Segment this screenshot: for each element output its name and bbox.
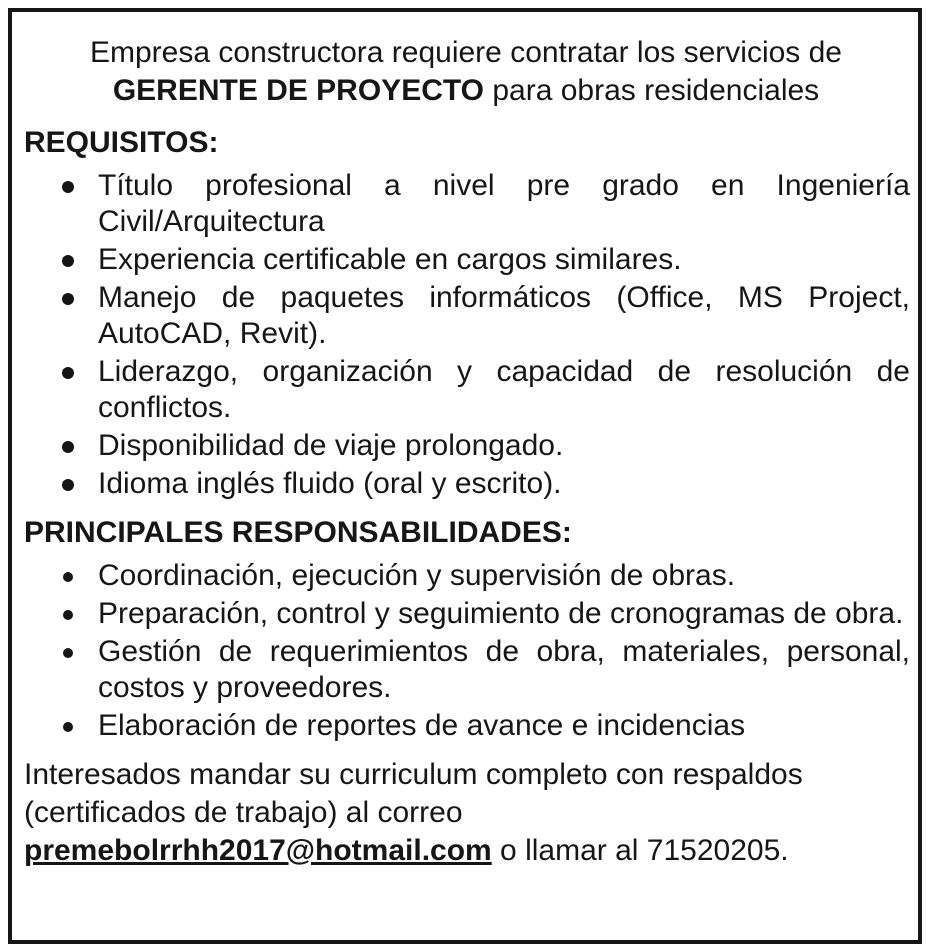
- responsibilities-list: [22, 558, 910, 744]
- contact-paragraph: [24, 756, 910, 870]
- list-item-text: Elaboración de reportes de avance e incidencias: [98, 709, 746, 742]
- list-item: [22, 634, 910, 706]
- bullet-icon: [62, 255, 74, 267]
- list-item: [22, 466, 910, 502]
- bullet-icon: [63, 648, 73, 658]
- list-item: [22, 708, 910, 744]
- bullet-icon: [62, 181, 74, 193]
- list-item: [22, 596, 910, 632]
- bullet-icon: [62, 479, 74, 491]
- responsibilities-heading: PRINCIPALES RESPONSABILIDADES:: [24, 516, 572, 549]
- list-item-text: Manejo de paquetes informáticos (Office, MS Project, AutoCAD, Revit).: [98, 281, 910, 350]
- list-item-text: Preparación, control y seguimiento de cronogramas de obra.: [98, 597, 904, 630]
- list-item: [22, 354, 910, 426]
- phone-text: o llamar al 71520205.: [491, 834, 789, 867]
- list-item-text: Gestión de requerimientos de obra, materiales, personal, costos y proveedores.: [98, 635, 910, 704]
- intro-paragraph: [22, 34, 910, 110]
- requirements-list: [22, 168, 910, 502]
- list-item-text: Coordinación, ejecución y supervisión de obras.: [98, 559, 736, 592]
- job-ad-frame: [8, 8, 922, 944]
- list-item-text: Título profesional a nivel pre grado en Ingeniería Civil/Arquitectura: [98, 169, 910, 238]
- bullet-icon: [63, 610, 73, 620]
- email-link[interactable]: premebolrrhh2017@hotmail.com: [24, 834, 492, 867]
- bullet-icon: [62, 441, 74, 453]
- list-item: [22, 428, 910, 464]
- position-title: GERENTE DE PROYECTO: [112, 74, 484, 107]
- list-item: [22, 242, 910, 278]
- job-ad-content: [22, 34, 910, 870]
- list-item: [22, 168, 910, 240]
- list-item-text: Idioma inglés fluido (oral y escrito).: [98, 467, 562, 500]
- contact-text: Interesados mandar su curriculum completo con respaldos (certificados de trabajo) al correo: [24, 758, 803, 829]
- requirements-heading: REQUISITOS:: [24, 126, 219, 159]
- bullet-icon: [63, 572, 73, 582]
- intro-line-1: Empresa constructora requiere contratar los servicios de: [90, 36, 842, 69]
- list-item: [22, 558, 910, 594]
- list-item: [22, 280, 910, 352]
- intro-line-2: para obras residenciales: [484, 74, 820, 107]
- list-item-text: Liderazgo, organización y capacidad de resolución de conflictos.: [98, 355, 910, 424]
- bullet-icon: [62, 367, 74, 379]
- bullet-icon: [62, 293, 74, 305]
- list-item-text: Disponibilidad de viaje prolongado.: [98, 429, 564, 462]
- list-item-text: Experiencia certificable en cargos similares.: [98, 243, 682, 276]
- bullet-icon: [63, 722, 73, 732]
